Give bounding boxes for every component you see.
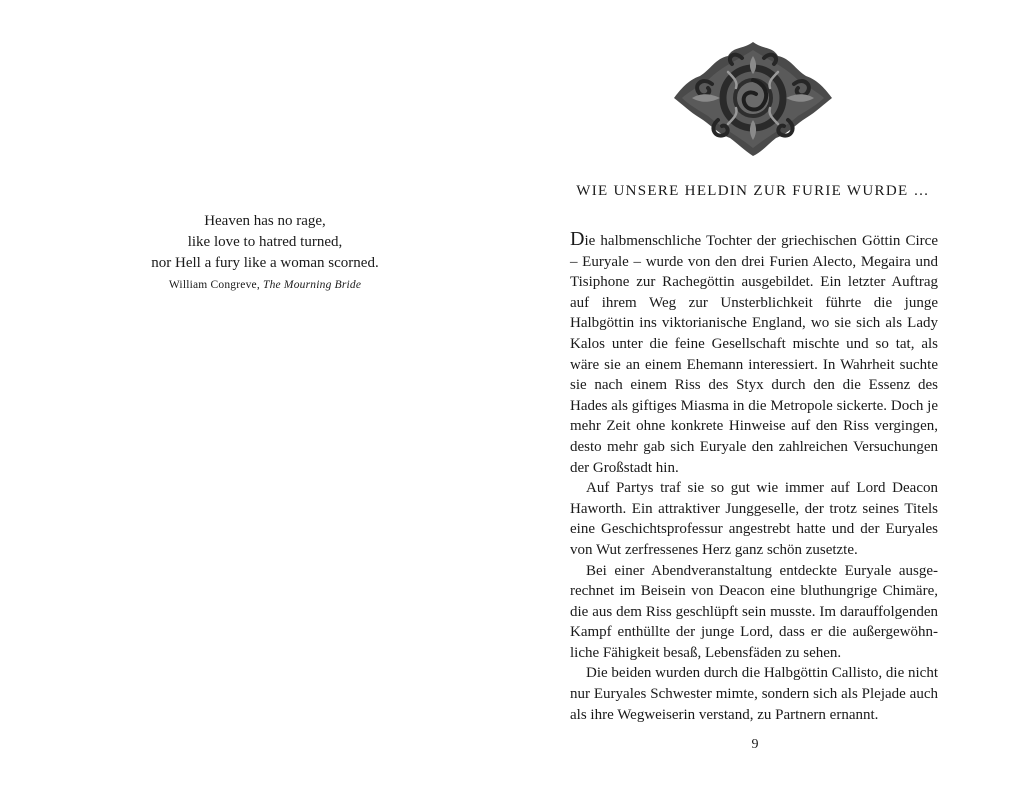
drop-cap: D [570, 228, 585, 250]
epigraph-attribution [110, 275, 420, 295]
paragraph: Auf Partys traf sie so gut wie immer auf Lord Deacon Haworth. Ein attraktiver Junggeselle, der trotz seines Titels eine Geschichtsprofessur angestrebt hatte und der Euryales von Wut zerfressenes Herz ganz schön zusetzte. [570, 480, 938, 558]
baroque-ornament-icon [672, 36, 834, 158]
chapter-title: WIE UNSERE HELDIN ZUR FURIE WURDE … [576, 183, 930, 199]
epigraph-line: like love to hatred turned, [187, 234, 343, 250]
right-page [510, 0, 1020, 812]
epigraph-author: William Congreve, [168, 279, 260, 291]
paragraph: Bei einer Abendveranstaltung entdeckte Euryale ausgerechnet im Beisein von Deacon eine bluthungrige Chimäre, die aus dem Riss geschlüpft sein musste. Im darauffolgenden Kampf enthüllte der junge Lord, dass er die außergewöhnliche Fähigkeit besaß, Lebensfäden zu sehen. [570, 562, 938, 661]
body-text [570, 230, 938, 725]
paragraph [570, 230, 938, 478]
epigraph-line: Heaven has no rage, [204, 213, 326, 229]
epigraph-line: nor Hell a fury like a woman scorned. [151, 255, 379, 271]
paragraph: Die beiden wurden durch die Halbgöttin Callisto, die nicht nur Euryales Schwester mimte, sondern sich als Plejade auch als ihre Wegweiserin verstand, zu Partnern ernannt. [570, 665, 939, 723]
paragraph-text: ie halbmenschliche Tochter der griechischen Göttin Circe – Euryale – wurde von den drei Furien Alecto, Megaira und Tisiphone zur Rachegöttin ausgebildet. Ein letzter Auftrag auf ihrem Weg zur Unsterblichkeit führte die junge Halbgöttin ins viktorianische England, wo sie sich als Lady Kalos unter die feine Gesellschaft mischte und so tat, als wäre sie an einem Ehemann interessiert. In Wahrheit suchte sie nach einem Riss des Styx durch den die Essenz des Hades als giftiges Miasma in die Metropole sickerte. Doch je mehr Zeit ohne konkrete Hinweise auf den Riss vergingen, desto mehr gab sich Euryale den zahlreichen Versuchungen der Großstadt hin. [570, 233, 938, 476]
epigraph [110, 211, 420, 295]
epigraph-work-title: The Mourning Bride [263, 279, 362, 291]
page-number: 9 [751, 737, 759, 752]
